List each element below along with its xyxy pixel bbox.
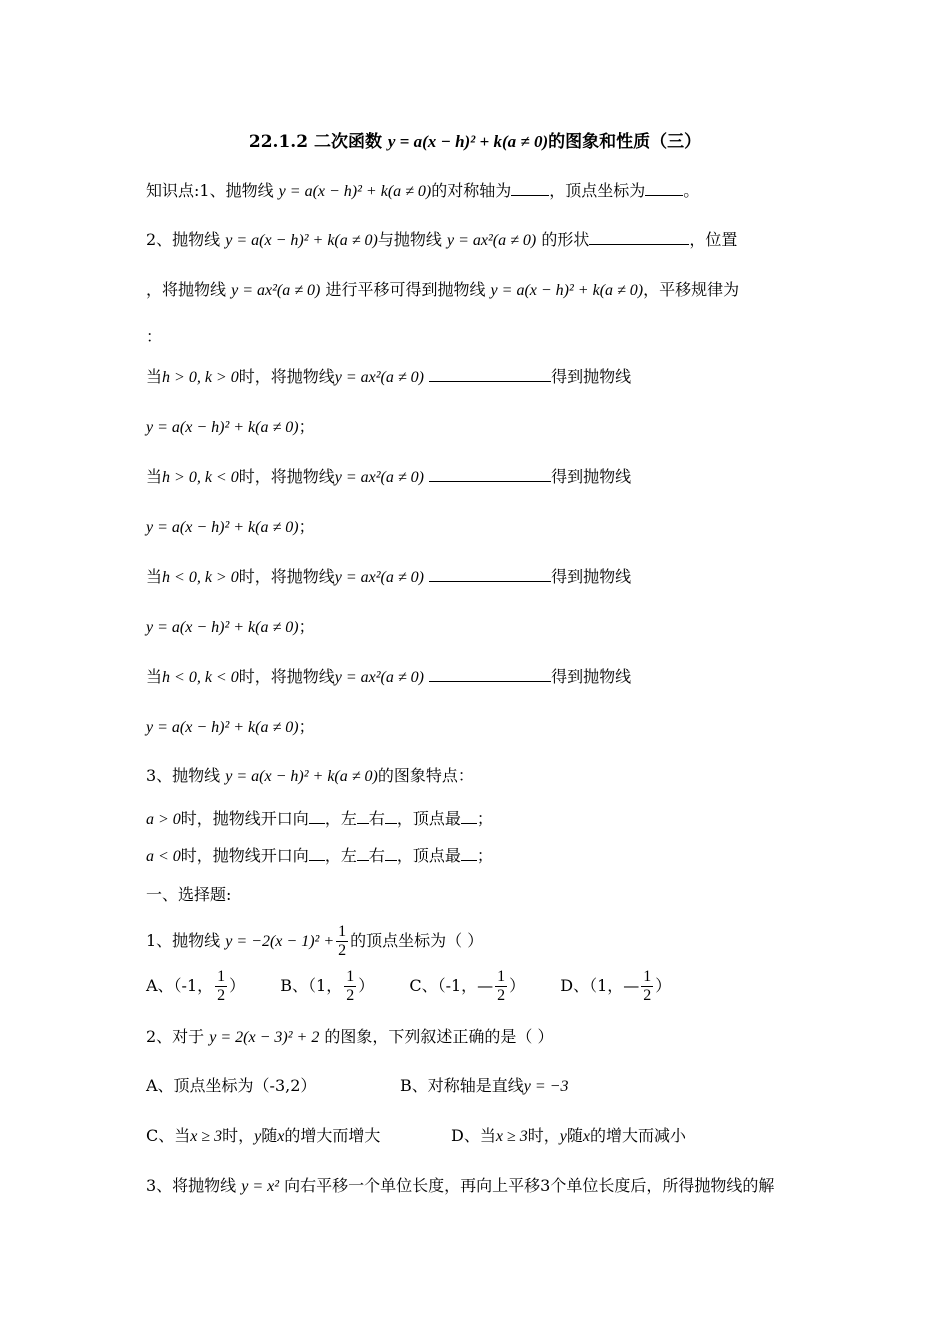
feature-a-negative: a < 0时，抛物线开口向 ，左 右 ，顶点最 ； (146, 846, 493, 865)
option-a[interactable]: A、顶点坐标为（-3,2） (146, 1076, 317, 1095)
case-1: 当h > 0, k > 0时，将抛物线y = ax²(a ≠ 0) 得到抛物线 (146, 367, 632, 386)
knowledge-point-2-colon: ： (146, 327, 163, 346)
case-4-result: y = a(x − h)² + k(a ≠ 0)； (146, 717, 315, 736)
blank[interactable] (429, 467, 551, 482)
fraction: $\frac{1}{2}$ (497, 968, 506, 1004)
title-formula: y = a(x − h)² + k(a ≠ 0) (387, 132, 549, 151)
page-title (0, 130, 950, 154)
title-prefix: 二次函数 (313, 132, 382, 152)
fraction: $\frac{1}{2}$ (346, 968, 355, 1004)
blank[interactable] (309, 809, 325, 824)
section-heading: 一、选择题: (146, 885, 232, 904)
blank[interactable] (357, 846, 369, 861)
option-c[interactable]: C、当x ≥ 3时，y随x的增大而增大 (146, 1126, 381, 1145)
title-suffix: 的图象和性质（三） (548, 132, 702, 152)
case-3: 当h < 0, k > 0时，将抛物线y = ax²(a ≠ 0) 得到抛物线 (146, 567, 632, 586)
option-c[interactable]: C、（-1，— $\frac{1}{2}$ ） (409, 968, 526, 1004)
fraction: $\frac{1}{2}$ (338, 923, 347, 959)
question-2-options-cd (146, 1125, 686, 1148)
blank[interactable] (309, 846, 325, 861)
question-3: 3、将抛物线 y = x² 向右平移一个单位长度，再向上平移3个单位长度后，所得抛物线的解 (146, 1176, 775, 1195)
blank[interactable] (385, 809, 397, 824)
fraction: $\frac{1}{2}$ (217, 968, 226, 1004)
feature-a-positive: a > 0时，抛物线开口向 ，左 右 ，顶点最 ； (146, 809, 493, 828)
blank[interactable] (429, 567, 551, 582)
question-1-options (146, 967, 671, 1005)
knowledge-point-1: 知识点:1、抛物线 y = a(x − h)² + k(a ≠ 0)的对称轴为 ，顶点坐标为 。 (146, 181, 700, 200)
question-1: 1、抛物线 y = −2(x − 1)² + $\frac{1}{2}$ 的顶点坐标为（ ） (146, 923, 484, 959)
blank[interactable] (645, 181, 683, 196)
blank[interactable] (429, 667, 551, 682)
blank[interactable] (511, 181, 549, 196)
option-a[interactable]: A、（-1， $\frac{1}{2}$ ） (146, 968, 246, 1004)
blank[interactable] (461, 809, 477, 824)
fraction: $\frac{1}{2}$ (643, 968, 652, 1004)
knowledge-point-3: 3、抛物线 y = a(x − h)² + k(a ≠ 0)的图象特点： (146, 766, 474, 785)
blank[interactable] (461, 846, 477, 861)
blank[interactable] (429, 367, 551, 382)
knowledge-formula: y = a(x − h)² + k(a ≠ 0) (278, 183, 432, 200)
knowledge-point-2-line2: ，将抛物线 y = ax²(a ≠ 0) 进行平移可得到抛物线 y = a(x − h)² + k(a ≠ 0)，平移规律为 (146, 280, 740, 299)
title-number: 22.1.2 (248, 132, 309, 152)
option-d[interactable]: D、（1，— $\frac{1}{2}$ ） (560, 968, 672, 1004)
blank[interactable] (589, 230, 689, 245)
case-2-result: y = a(x − h)² + k(a ≠ 0)； (146, 517, 315, 536)
question-2-options-ab (146, 1075, 568, 1098)
option-b[interactable]: B、对称轴是直线y = −3 (400, 1076, 569, 1095)
knowledge-point-2: 2、抛物线 y = a(x − h)² + k(a ≠ 0)与抛物线 y = ax²(a ≠ 0) 的形状 ，位置 (146, 230, 738, 249)
case-1-result: y = a(x − h)² + k(a ≠ 0)； (146, 417, 315, 436)
blank[interactable] (385, 846, 397, 861)
blank[interactable] (357, 809, 369, 824)
case-4: 当h < 0, k < 0时，将抛物线y = ax²(a ≠ 0) 得到抛物线 (146, 667, 632, 686)
option-b[interactable]: B、（1， $\frac{1}{2}$ ） (280, 968, 375, 1004)
case-2: 当h > 0, k < 0时，将抛物线y = ax²(a ≠ 0) 得到抛物线 (146, 467, 632, 486)
question-2: 2、对于 y = 2(x − 3)² + 2 的图象，下列叙述正确的是（ ） (146, 1027, 554, 1046)
option-d[interactable]: D、当x ≥ 3时，y随x的增大而减小 (451, 1126, 686, 1145)
case-3-result: y = a(x − h)² + k(a ≠ 0)； (146, 617, 315, 636)
